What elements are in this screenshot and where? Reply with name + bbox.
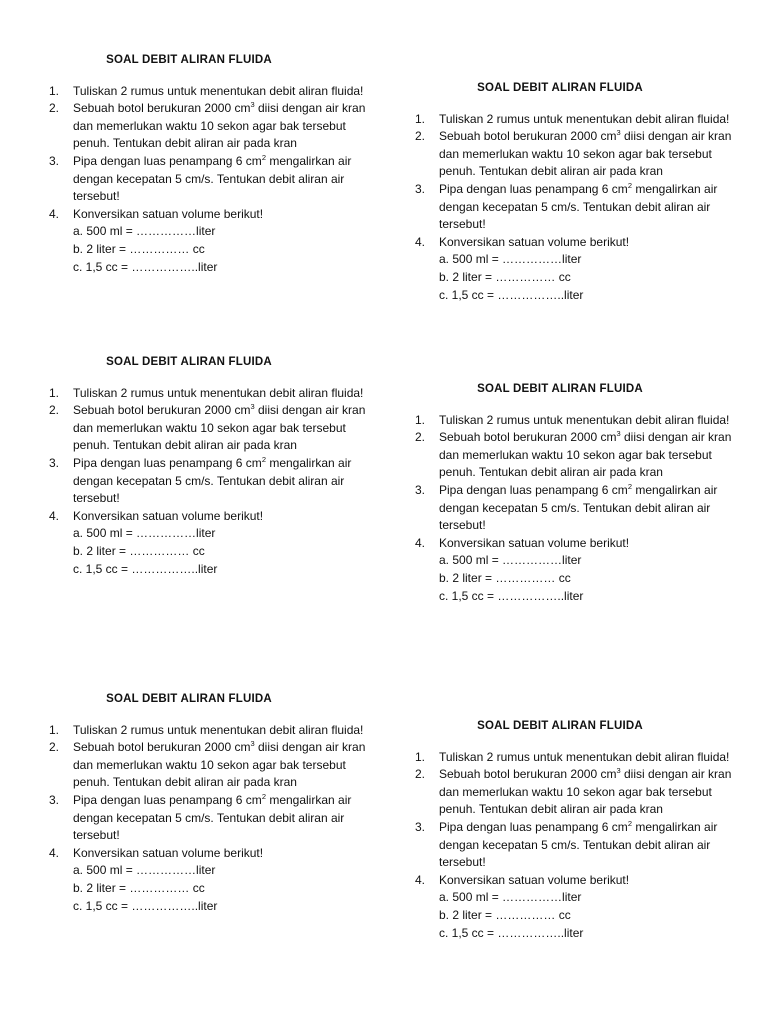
question-number: 3. xyxy=(415,181,426,196)
question-text: Pipa dengan luas penampang 6 $cm^2$ mengalirkan air dengan kecepatan 5 cm/s. Tentukan debit aliran air tersebut! xyxy=(73,152,352,204)
question-2 xyxy=(415,766,735,819)
question-number: 2. xyxy=(49,101,60,116)
conversion-item: b. 2 liter = …………… cc xyxy=(73,241,205,256)
superscript-exponent: 3 xyxy=(250,402,255,412)
conversion-item: c. 1,5 cc = ……………..liter xyxy=(439,588,584,603)
question-number: 2. xyxy=(415,129,426,144)
question-2 xyxy=(49,100,369,153)
conversion-item: c. 1,5 cc = ……………..liter xyxy=(73,898,218,913)
worksheet-block xyxy=(49,354,369,578)
conversion-item: a. 500 ml = ……………liter xyxy=(73,224,216,239)
conversion-item: c. 1,5 cc = ……………..liter xyxy=(73,561,218,576)
question-text: Sebuah botol berukuran 2000 $cm^3$ diisi dengan air kran dan memerlukan waktu 10 sekon agar bak tersebut penuh. Tentukan debit aliran air pada kran xyxy=(73,402,366,453)
question-2 xyxy=(49,402,369,455)
conversion-item: a. 500 ml = ……………liter xyxy=(73,526,216,541)
question-number: 1. xyxy=(49,83,60,98)
question-number: 3. xyxy=(415,482,426,497)
question-text: Tuliskan 2 rumus untuk menentukan debit aliran fluida! xyxy=(73,83,364,98)
question-number: 1. xyxy=(49,385,60,400)
worksheet-title: SOAL DEBIT ALIRAN FLUIDA xyxy=(477,720,643,732)
worksheet-title: SOAL DEBIT ALIRAN FLUIDA xyxy=(477,82,643,94)
question-number: 2. xyxy=(415,430,426,445)
question-1 xyxy=(415,111,735,129)
question-4 xyxy=(415,234,735,252)
question-3 xyxy=(49,455,369,508)
worksheet-block xyxy=(49,52,369,276)
conversion-item: c. 1,5 cc = ……………..liter xyxy=(439,925,584,940)
question-2 xyxy=(49,739,369,792)
question-text: Konversikan satuan volume berikut! xyxy=(73,508,264,523)
question-text: Pipa dengan luas penampang 6 $cm^2$ mengalirkan air dengan kecepatan 5 cm/s. Tentukan debit aliran air tersebut! xyxy=(439,818,718,870)
question-text: Konversikan satuan volume berikut! xyxy=(439,872,630,887)
question-number: 1. xyxy=(49,722,60,737)
question-1 xyxy=(49,83,369,101)
superscript-exponent: 3 xyxy=(616,766,621,776)
question-number: 1. xyxy=(415,111,426,126)
question-text: Konversikan satuan volume berikut! xyxy=(439,535,630,550)
conversion-list xyxy=(415,251,735,304)
conversion-list xyxy=(49,862,369,915)
question-4 xyxy=(49,508,369,526)
question-text: Sebuah botol berukuran 2000 $cm^3$ diisi dengan air kran dan memerlukan waktu 10 sekon agar bak tersebut penuh. Tentukan debit aliran air pada kran xyxy=(73,739,366,790)
question-number: 2. xyxy=(49,740,60,755)
worksheet-block xyxy=(49,691,369,915)
worksheet-title: SOAL DEBIT ALIRAN FLUIDA xyxy=(477,383,643,395)
question-list xyxy=(49,385,369,526)
question-2 xyxy=(415,128,735,181)
conversion-list xyxy=(415,552,735,605)
question-number: 1. xyxy=(415,412,426,427)
conversion-item: b. 2 liter = …………… cc xyxy=(439,269,571,284)
superscript-exponent: 3 xyxy=(616,128,621,138)
question-text: Tuliskan 2 rumus untuk menentukan debit aliran fluida! xyxy=(439,412,730,427)
question-number: 2. xyxy=(415,767,426,782)
question-list xyxy=(415,749,735,890)
question-4 xyxy=(49,206,369,224)
question-number: 3. xyxy=(415,819,426,834)
superscript-exponent: 2 xyxy=(261,454,266,464)
question-3 xyxy=(415,181,735,234)
question-3 xyxy=(415,819,735,872)
question-number: 3. xyxy=(49,792,60,807)
conversion-item: b. 2 liter = …………… cc xyxy=(73,543,205,558)
question-number: 4. xyxy=(49,845,60,860)
question-text: Pipa dengan luas penampang 6 $cm^2$ mengalirkan air dengan kecepatan 5 cm/s. Tentukan debit aliran air tersebut! xyxy=(73,791,352,843)
question-text: Konversikan satuan volume berikut! xyxy=(73,206,264,221)
conversion-item: a. 500 ml = ……………liter xyxy=(439,890,582,905)
conversion-item: a. 500 ml = ……………liter xyxy=(439,252,582,267)
conversion-item: b. 2 liter = …………… cc xyxy=(439,907,571,922)
worksheet-title: SOAL DEBIT ALIRAN FLUIDA xyxy=(106,693,272,705)
conversion-item: b. 2 liter = …………… cc xyxy=(73,880,205,895)
superscript-exponent: 2 xyxy=(261,791,266,801)
question-text: Tuliskan 2 rumus untuk menentukan debit aliran fluida! xyxy=(439,111,730,126)
worksheet-block xyxy=(415,381,735,605)
question-text: Pipa dengan luas penampang 6 $cm^2$ mengalirkan air dengan kecepatan 5 cm/s. Tentukan debit aliran air tersebut! xyxy=(439,481,718,533)
question-number: 4. xyxy=(415,535,426,550)
question-text: Pipa dengan luas penampang 6 $cm^2$ mengalirkan air dengan kecepatan 5 cm/s. Tentukan debit aliran air tersebut! xyxy=(73,454,352,506)
question-number: 4. xyxy=(49,206,60,221)
question-list xyxy=(415,111,735,252)
question-text: Tuliskan 2 rumus untuk menentukan debit aliran fluida! xyxy=(73,385,364,400)
question-text: Pipa dengan luas penampang 6 $cm^2$ mengalirkan air dengan kecepatan 5 cm/s. Tentukan debit aliran air tersebut! xyxy=(439,180,718,232)
worksheet-block xyxy=(415,80,735,304)
question-text: Konversikan satuan volume berikut! xyxy=(439,234,630,249)
question-text: Sebuah botol berukuran 2000 $cm^3$ diisi dengan air kran dan memerlukan waktu 10 sekon agar bak tersebut penuh. Tentukan debit aliran air pada kran xyxy=(73,100,366,151)
worksheet-title: SOAL DEBIT ALIRAN FLUIDA xyxy=(106,54,272,66)
superscript-exponent: 3 xyxy=(250,739,255,749)
question-number: 3. xyxy=(49,153,60,168)
question-1 xyxy=(49,385,369,403)
question-3 xyxy=(49,792,369,845)
conversion-item: c. 1,5 cc = ……………..liter xyxy=(439,287,584,302)
question-1 xyxy=(49,722,369,740)
worksheet-title: SOAL DEBIT ALIRAN FLUIDA xyxy=(106,356,272,368)
superscript-exponent: 2 xyxy=(261,152,266,162)
question-number: 1. xyxy=(415,749,426,764)
question-list xyxy=(49,83,369,224)
question-2 xyxy=(415,429,735,482)
question-4 xyxy=(415,872,735,890)
superscript-exponent: 2 xyxy=(627,180,632,190)
question-list xyxy=(415,412,735,553)
superscript-exponent: 2 xyxy=(627,481,632,491)
conversion-item: c. 1,5 cc = ……………..liter xyxy=(73,259,218,274)
conversion-list xyxy=(415,889,735,942)
question-text: Sebuah botol berukuran 2000 $cm^3$ diisi dengan air kran dan memerlukan waktu 10 sekon agar bak tersebut penuh. Tentukan debit aliran air pada kran xyxy=(439,429,732,480)
question-1 xyxy=(415,412,735,430)
question-text: Sebuah botol berukuran 2000 $cm^3$ diisi dengan air kran dan memerlukan waktu 10 sekon agar bak tersebut penuh. Tentukan debit aliran air pada kran xyxy=(439,766,732,817)
question-text: Tuliskan 2 rumus untuk menentukan debit aliran fluida! xyxy=(439,749,730,764)
conversion-item: a. 500 ml = ……………liter xyxy=(73,863,216,878)
question-number: 4. xyxy=(415,872,426,887)
question-text: Tuliskan 2 rumus untuk menentukan debit aliran fluida! xyxy=(73,722,364,737)
worksheet-block xyxy=(415,718,735,942)
superscript-exponent: 3 xyxy=(616,429,621,439)
question-text: Konversikan satuan volume berikut! xyxy=(73,845,264,860)
conversion-item: b. 2 liter = …………… cc xyxy=(439,570,571,585)
question-3 xyxy=(415,482,735,535)
question-4 xyxy=(49,845,369,863)
question-text: Sebuah botol berukuran 2000 $cm^3$ diisi dengan air kran dan memerlukan waktu 10 sekon agar bak tersebut penuh. Tentukan debit aliran air pada kran xyxy=(439,128,732,179)
conversion-list xyxy=(49,223,369,276)
question-3 xyxy=(49,153,369,206)
question-number: 4. xyxy=(49,508,60,523)
conversion-item: a. 500 ml = ……………liter xyxy=(439,553,582,568)
superscript-exponent: 3 xyxy=(250,100,255,110)
superscript-exponent: 2 xyxy=(627,818,632,828)
question-4 xyxy=(415,535,735,553)
question-number: 4. xyxy=(415,234,426,249)
conversion-list xyxy=(49,525,369,578)
question-number: 2. xyxy=(49,403,60,418)
question-number: 3. xyxy=(49,455,60,470)
question-1 xyxy=(415,749,735,767)
question-list xyxy=(49,722,369,863)
